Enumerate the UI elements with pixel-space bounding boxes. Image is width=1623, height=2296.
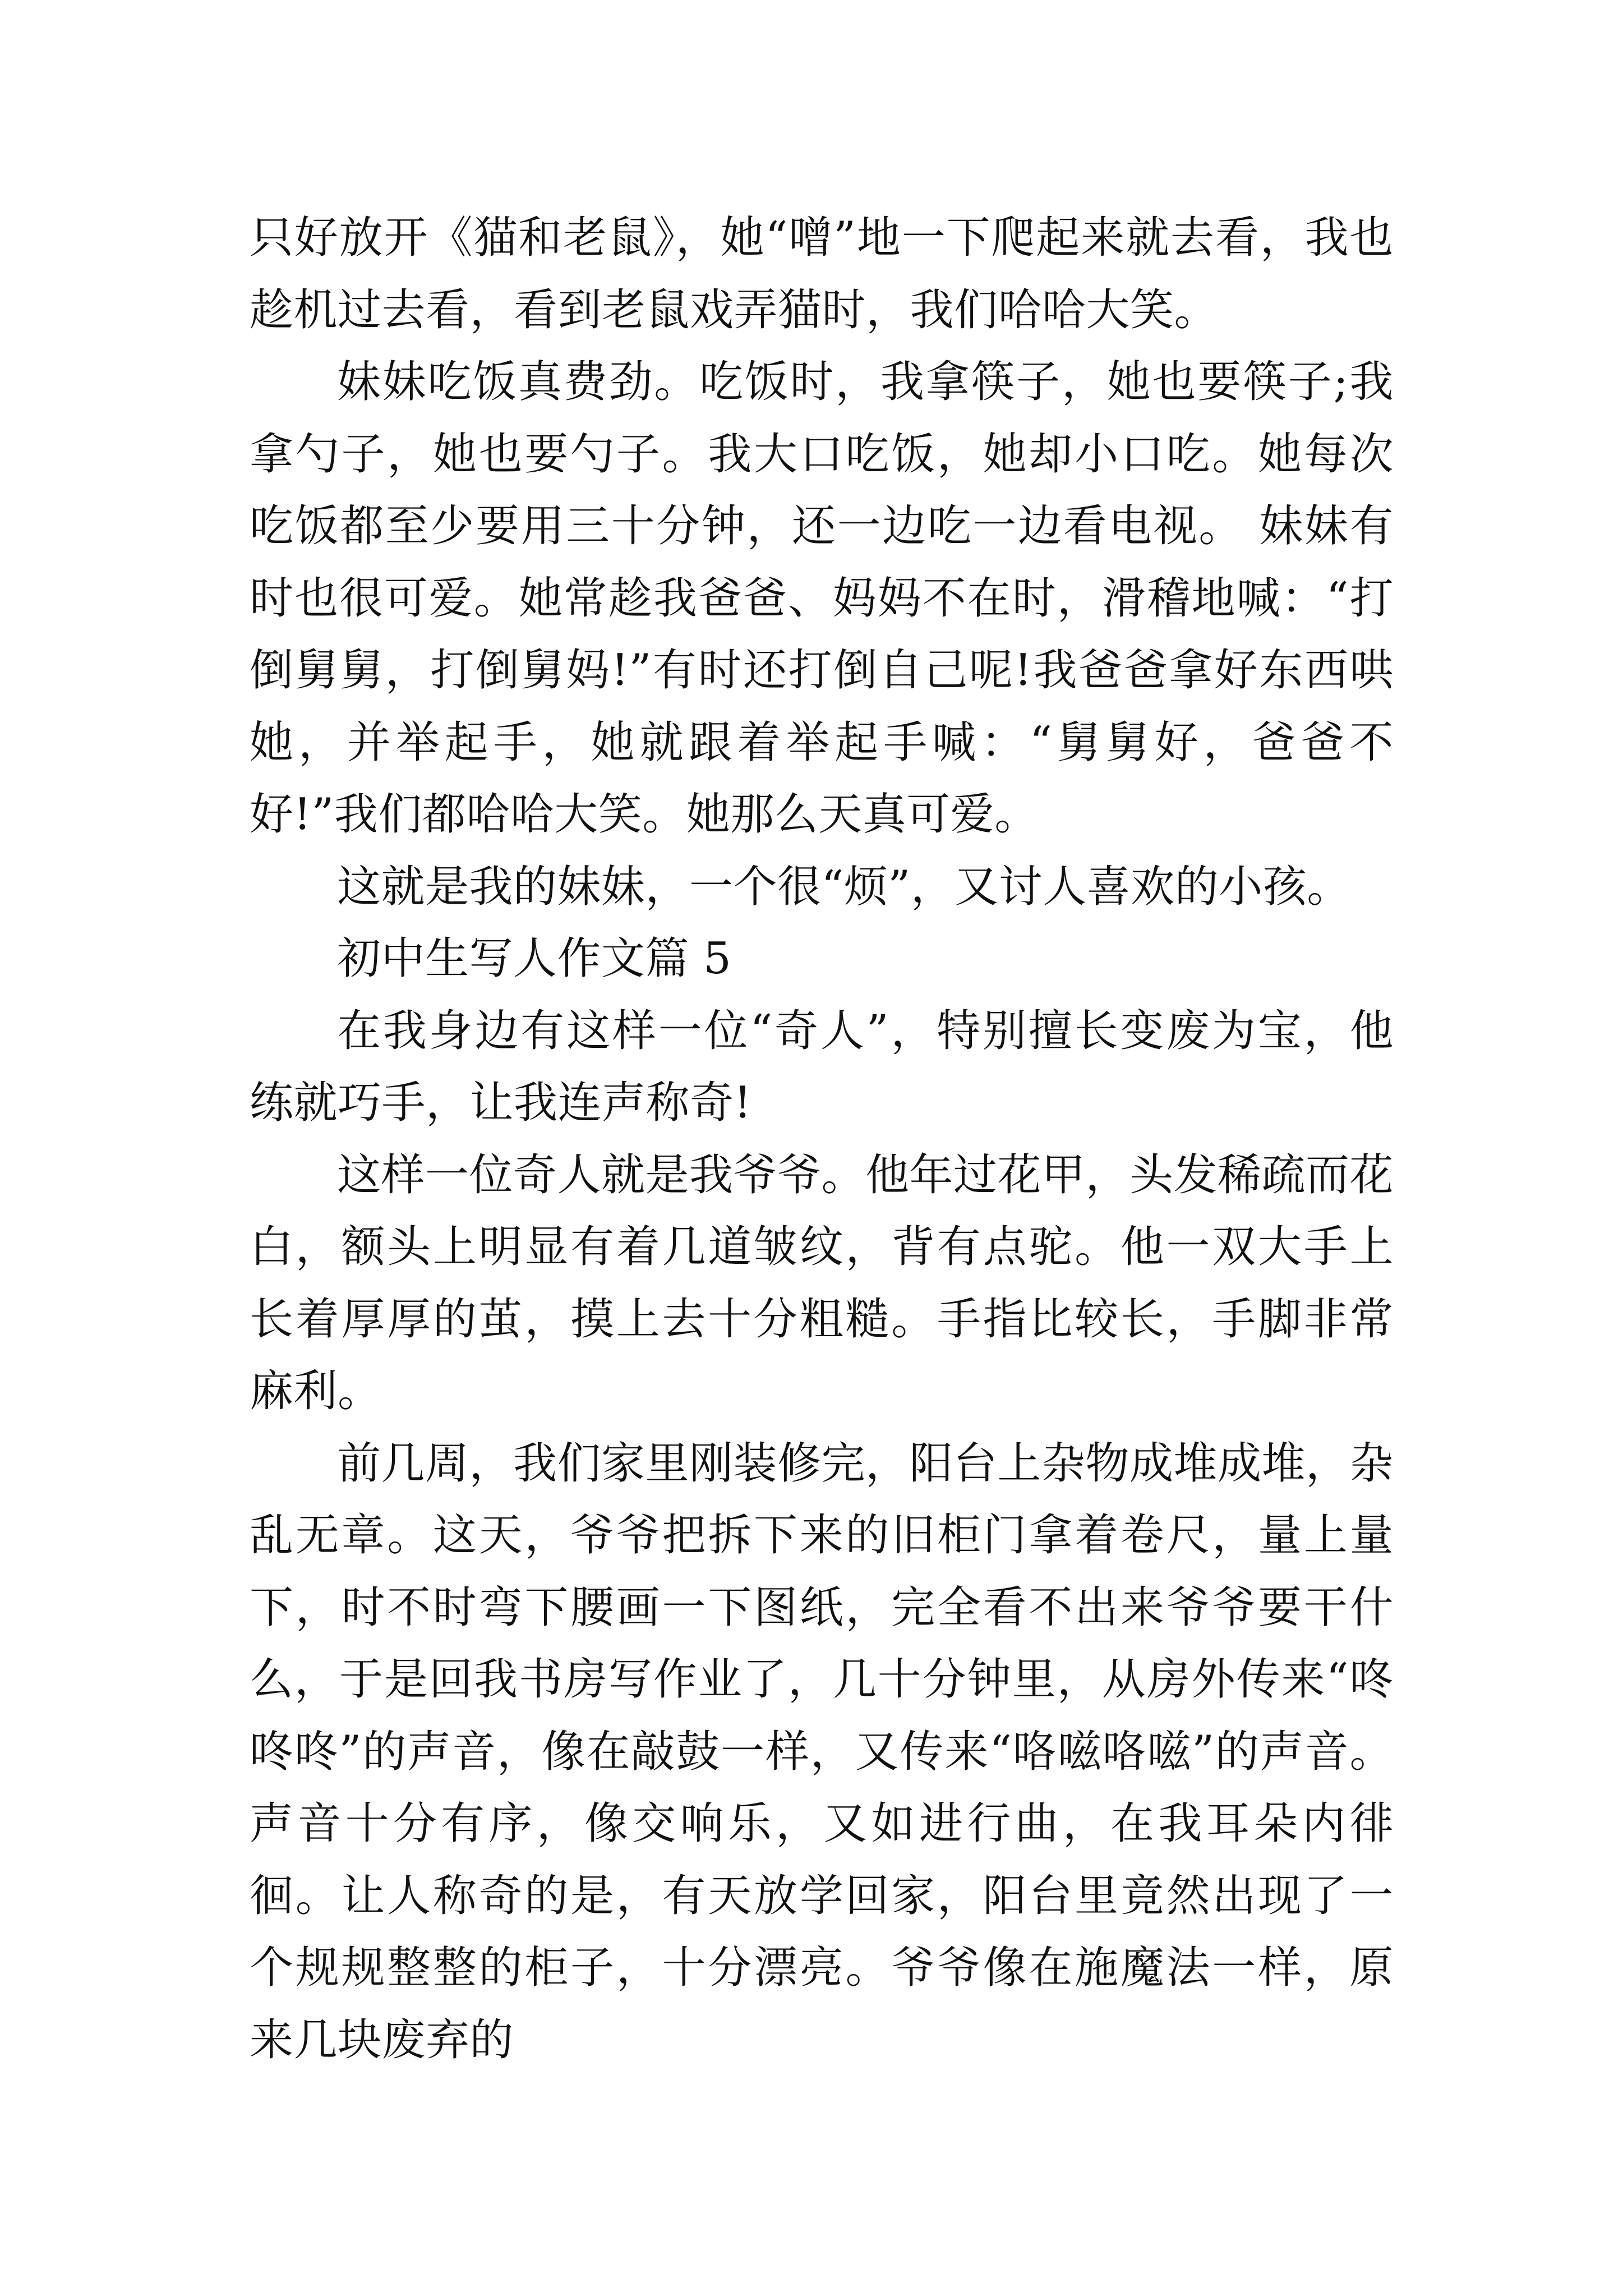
paragraph-4: 在我身边有这样一位“奇人”，特别擅长变废为宝，他练就巧手，让我连声称奇! bbox=[250, 1005, 1394, 1128]
paragraph-3: 这就是我的妹妹，一个很“烦”，又讨人喜欢的小孩。 bbox=[337, 861, 1351, 912]
paragraph-6: 前几周，我们家里刚装修完，阳台上杂物成堆成堆，杂乱无章。这天，爷爷把拆下来的旧柜门拿着卷尺，量上量下，时不时弯下腰画一下图纸，完全看不出来爷爷要干什么，于是回我书房写作业了，几十分钟里，从房外传来“咚咚咚”的声音，像在敲鼓一样，又传来“咯嗞咯嗞”的声音。声音十分有序，像交响乐，又如进行曲，在我耳朵内徘徊。让人称奇的是，有天放学回家，阳台里竟然出现了一个规规整整的柜子，十分漂亮。爷爷像在施魔法一样，原来几块废弃的 bbox=[250, 1438, 1394, 2065]
paragraph-1: 只好放开《猫和老鼠》，她“噌”地一下爬起来就去看，我也趁机过去看，看到老鼠戏弄猫时，我们哈哈大笑。 bbox=[250, 213, 1394, 335]
section-heading: 初中生写人作文篇 5 bbox=[337, 933, 732, 984]
paragraph-2: 妹妹吃饭真费劲。吃饭时，我拿筷子，她也要筷子;我拿勺子，她也要勺子。我大口吃饭，她却小口吃。她每次吃饭都至少要用三十分钟，还一边吃一边看电视。 妹妹有时也很可爱。她常趁我爸爸、妈妈不在时，滑稽地喊：“打倒舅舅，打倒舅妈!”有时还打倒自己呢!我爸爸拿好东西哄她，并举起手，她就跟着举起手喊：“舅舅好，爸爸不好!”我们都哈哈大笑。她那么天真可爱。 bbox=[250, 357, 1394, 840]
paragraph-5: 这样一位奇人就是我爷爷。他年过花甲，头发稀疏而花白，额头上明显有着几道皱纹，背有点驼。他一双大手上长着厚厚的茧，摸上去十分粗糙。手指比较长，手脚非常麻利。 bbox=[250, 1149, 1394, 1416]
document-body bbox=[250, 202, 1394, 2076]
